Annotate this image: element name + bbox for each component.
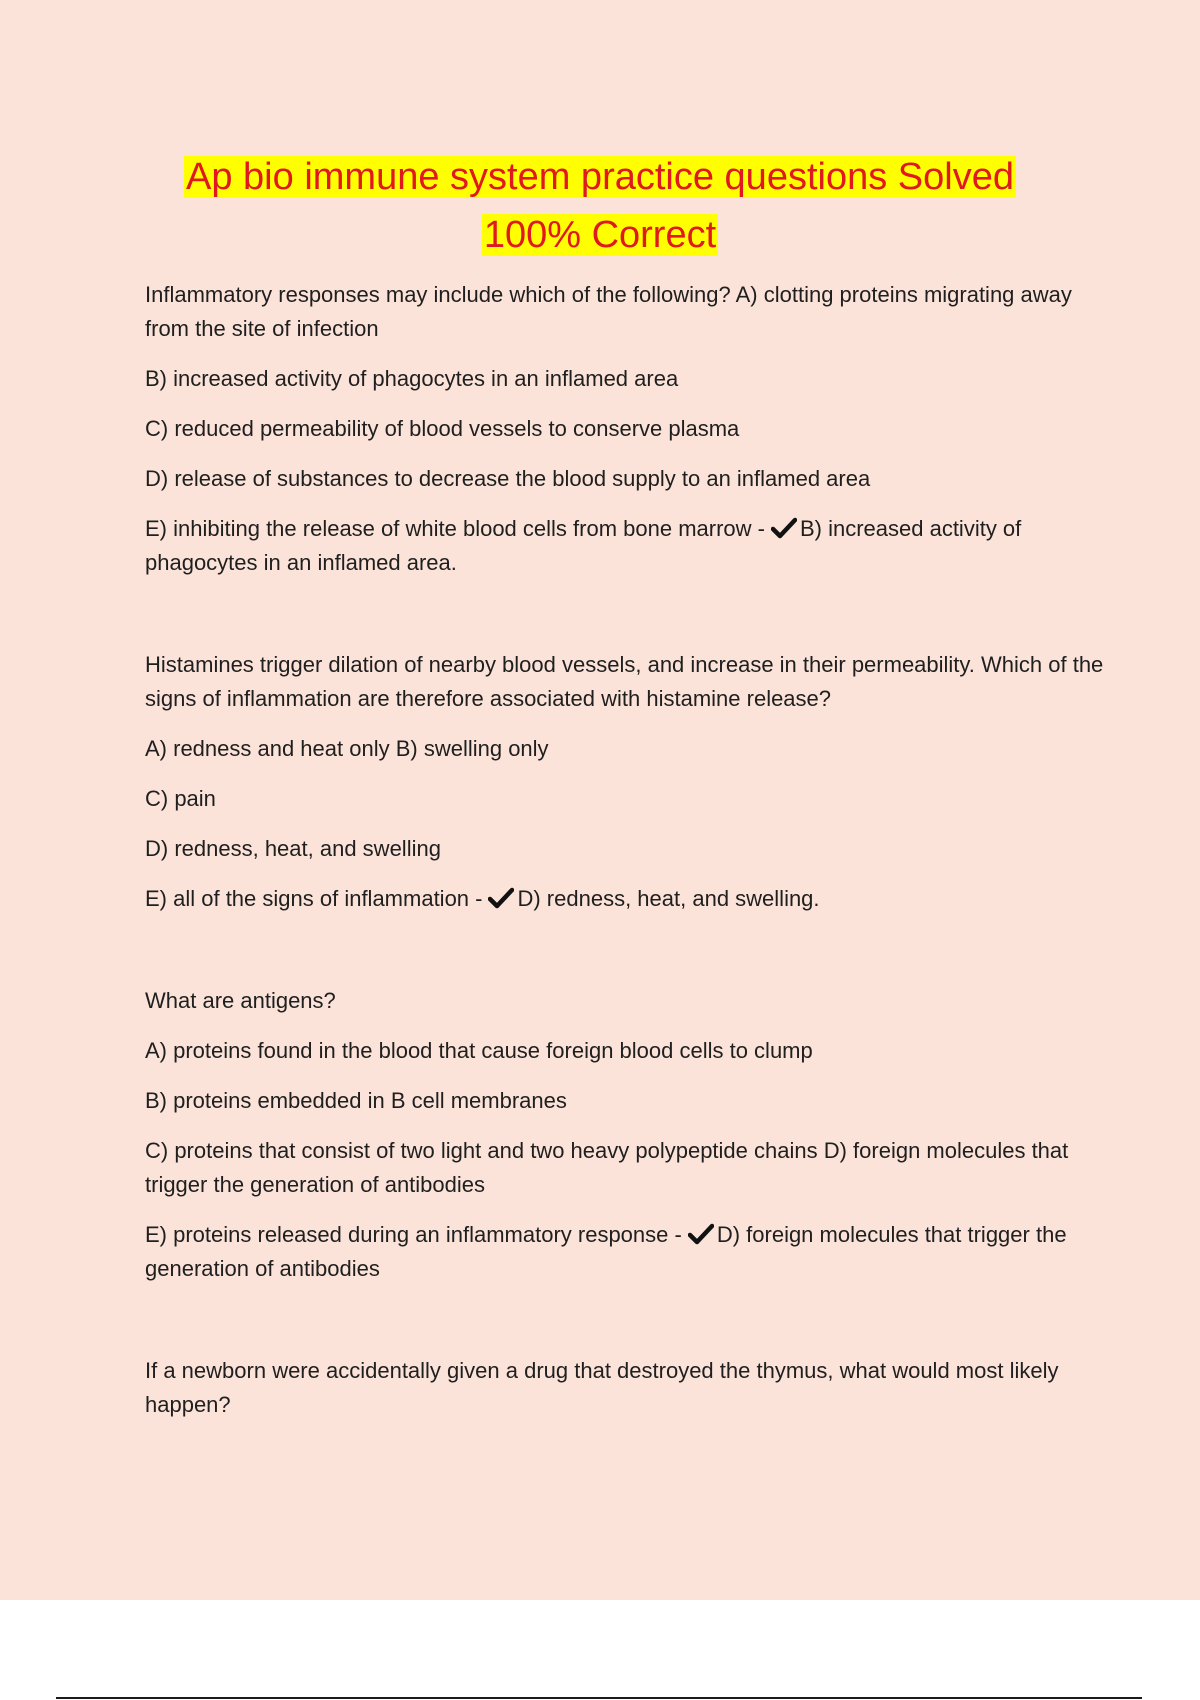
option-b: B) proteins embedded in B cell membranes	[145, 1088, 567, 1113]
correct-answer: D) foreign molecules that trigger the generation of antibodies	[145, 1222, 1067, 1281]
title-line-1: Ap bio immune system practice questions Solved	[186, 156, 1014, 198]
question-spacer	[145, 1302, 1105, 1354]
option-e: E) all of the signs of inflammation -	[145, 886, 483, 911]
option-b: B) increased activity of phagocytes in an inflamed area	[145, 366, 679, 391]
option-e: E) proteins released during an inflammatory response -	[145, 1222, 682, 1247]
question-stem: Histamines trigger dilation of nearby blood vessels, and increase in their permeability. Which of the signs of inflammation are therefore associated with histamine release?	[145, 652, 1104, 711]
option-c: C) pain	[145, 786, 216, 811]
option-c-d: C) proteins that consist of two light and two heavy polypeptide chains D) foreign molecules that trigger the generation of antibodies	[145, 1138, 1069, 1197]
answer-line	[145, 1218, 1105, 1286]
question-spacer	[145, 932, 1105, 984]
question-stem: What are antigens?	[145, 988, 336, 1013]
correct-answer: D) redness, heat, and swelling.	[517, 886, 820, 911]
option-c: C) reduced permeability of blood vessels to conserve plasma	[145, 416, 740, 441]
question-stem: Inflammatory responses may include which of the following? A) clotting proteins migrating away from the site of infection	[145, 282, 1072, 341]
question-2	[145, 648, 1105, 916]
document-title	[0, 148, 1200, 264]
answer-line	[145, 512, 1105, 580]
questions-content	[145, 278, 1105, 1438]
question-3	[145, 984, 1105, 1286]
checkmark-icon	[771, 517, 797, 539]
correct-answer: B) increased activity of phagocytes in an inflamed area.	[145, 516, 1022, 575]
question-1	[145, 278, 1105, 580]
answer-line	[145, 882, 1105, 916]
question-stem: If a newborn were accidentally given a drug that destroyed the thymus, what would most likely happen?	[145, 1358, 1059, 1417]
checkmark-icon	[688, 1223, 714, 1245]
option-d: D) release of substances to decrease the blood supply to an inflamed area	[145, 466, 871, 491]
option-a: A) proteins found in the blood that cause foreign blood cells to clump	[145, 1038, 813, 1063]
option-a-b: A) redness and heat only B) swelling only	[145, 736, 549, 761]
option-d: D) redness, heat, and swelling	[145, 836, 441, 861]
title-line-2: 100% Correct	[483, 214, 717, 256]
footer-divider	[56, 1697, 1142, 1699]
question-4	[145, 1354, 1105, 1422]
question-spacer	[145, 596, 1105, 648]
option-e: E) inhibiting the release of white blood cells from bone marrow -	[145, 516, 765, 541]
checkmark-icon	[488, 887, 514, 909]
